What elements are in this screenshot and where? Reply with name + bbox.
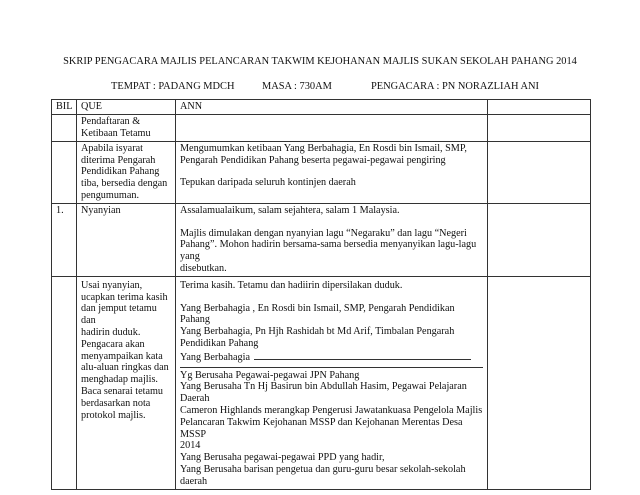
table-row	[52, 203, 591, 276]
document-title: SKRIP PENGACARA MAJLIS PELANCARAN TAKWIM KEJOHANAN MAJLIS SUKAN SEKOLAH PAHANG 2014	[63, 56, 577, 67]
cell-que	[77, 141, 176, 203]
que-line: pengumuman.	[81, 189, 140, 201]
cell-bil: 1.	[52, 203, 77, 276]
ann-line: Pelancaran Takwim Kejohanan MSSP dan Kejohanan Merentas Desa MSSP	[180, 416, 463, 440]
cell-extra	[488, 276, 591, 489]
ann-line: Yg Berusaha Pegawai-pegawai JPN Pahang	[180, 369, 360, 381]
cell-que	[77, 114, 176, 141]
divider-line	[180, 367, 483, 368]
que-line: menyampaikan kata	[81, 350, 163, 362]
cell-ann	[176, 203, 488, 276]
ann-line	[180, 166, 485, 177]
table-header-row	[52, 100, 591, 115]
header-extra	[488, 100, 591, 115]
cell-bil	[52, 141, 77, 203]
que-line: ucapkan terima kasih	[81, 291, 168, 303]
cell-ann	[176, 141, 488, 203]
que-line: tiba, bersedia dengan	[81, 178, 168, 190]
script-table	[51, 99, 591, 490]
que-line: diterima Pengarah	[81, 154, 156, 166]
ann-line: Yang Berusaha Tn Hj Basirun bin Abdullah Hasim, Pegawai Pelajaran Daerah	[180, 381, 467, 405]
ann-line	[180, 217, 485, 228]
cell-extra	[488, 203, 591, 276]
cell-ann	[176, 276, 488, 489]
header-ann: ANN	[176, 100, 488, 115]
que-line: Apabila isyarat	[81, 142, 143, 154]
header-bil: BIL	[52, 100, 77, 115]
venue-label: TEMPAT : PADANG MDCH	[111, 81, 235, 92]
ann-line: Pengarah Pendidikan Pahang beserta pegawai-pegawai pengiring	[180, 154, 446, 166]
que-line: Ketibaan Tetamu	[81, 127, 151, 139]
ann-blank-line	[180, 350, 485, 364]
que-line: alu-aluan ringkas dan	[81, 362, 169, 374]
cell-bil	[52, 276, 77, 489]
ann-line: Yang Berusaha pegawai-pegawai PPD yang hadir,	[180, 452, 385, 464]
time-label: MASA : 730AM	[262, 81, 332, 92]
ann-spacer	[180, 292, 485, 303]
header-que: QUE	[77, 100, 176, 115]
table-row	[52, 276, 591, 489]
que-line: protokol majlis.	[81, 409, 146, 421]
fill-in-blank	[254, 350, 471, 360]
ann-line: Terima kasih. Tetamu dan hadiirin dipersilakan duduk.	[180, 279, 403, 291]
cell-extra	[488, 114, 591, 141]
table-row	[52, 141, 591, 203]
cell-que	[77, 203, 176, 276]
ann-line: disebutkan.	[180, 262, 227, 274]
cell-ann	[176, 114, 488, 141]
ann-line: Yang Berbahagia , En Rosdi bin Ismail, SMP, Pengarah Pendidikan Pahang	[180, 302, 455, 326]
ann-line: Majlis dimulakan dengan nyanyian lagu “Negaraku” dan lagu “Negeri	[180, 227, 467, 239]
ann-line: Pahang”. Mohon hadirin bersama-sama bersedia menyanyikan lagu-lagu yang	[180, 239, 477, 263]
ann-line: Tepukan daripada seluruh kontinjen daerah	[180, 177, 356, 189]
cell-bil	[52, 114, 77, 141]
que-line: Pendidikan Pahang	[81, 166, 160, 178]
ann-line: Pendidikan Pahang	[180, 337, 259, 349]
que-line: berdasarkan nota	[81, 397, 151, 409]
que-line: hadirin duduk.	[81, 326, 141, 338]
que-line: Usai nyanyian,	[81, 279, 143, 291]
table-row	[52, 114, 591, 141]
cell-extra	[488, 141, 591, 203]
que-line: Pengacara akan	[81, 338, 145, 350]
ann-line: 2014	[180, 440, 201, 452]
que-line: dan jemput tetamu dan	[81, 303, 157, 327]
ann-line: Mengumumkan ketibaan Yang Berbahagia, En Rosdi bin Ismail, SMP,	[180, 142, 467, 154]
que-line: Nyanyian	[81, 204, 121, 216]
ann-line: Yang Berusaha barisan pengetua dan guru-guru besar sekolah-sekolah daerah	[180, 463, 466, 487]
que-line: Baca senarai tetamu	[81, 385, 164, 397]
ann-blank-label: Yang Berbahagia	[180, 351, 250, 363]
que-line: menghadap majlis.	[81, 374, 158, 386]
emcee-label: PENGACARA : PN NORAZLIAH ANI	[371, 81, 539, 92]
cell-que	[77, 276, 176, 489]
ann-line: Cameron Highlands merangkap Pengerusi Jawatankuasa Pengelola Majlis	[180, 404, 483, 416]
ann-line: Assalamualaikum, salam sejahtera, salam 1 Malaysia.	[180, 204, 400, 216]
que-line: Pendaftaran &	[81, 115, 141, 127]
ann-line: Yang Berbahagia, Pn Hjh Rashidah bt Md Arif, Timbalan Pengarah	[180, 326, 455, 338]
